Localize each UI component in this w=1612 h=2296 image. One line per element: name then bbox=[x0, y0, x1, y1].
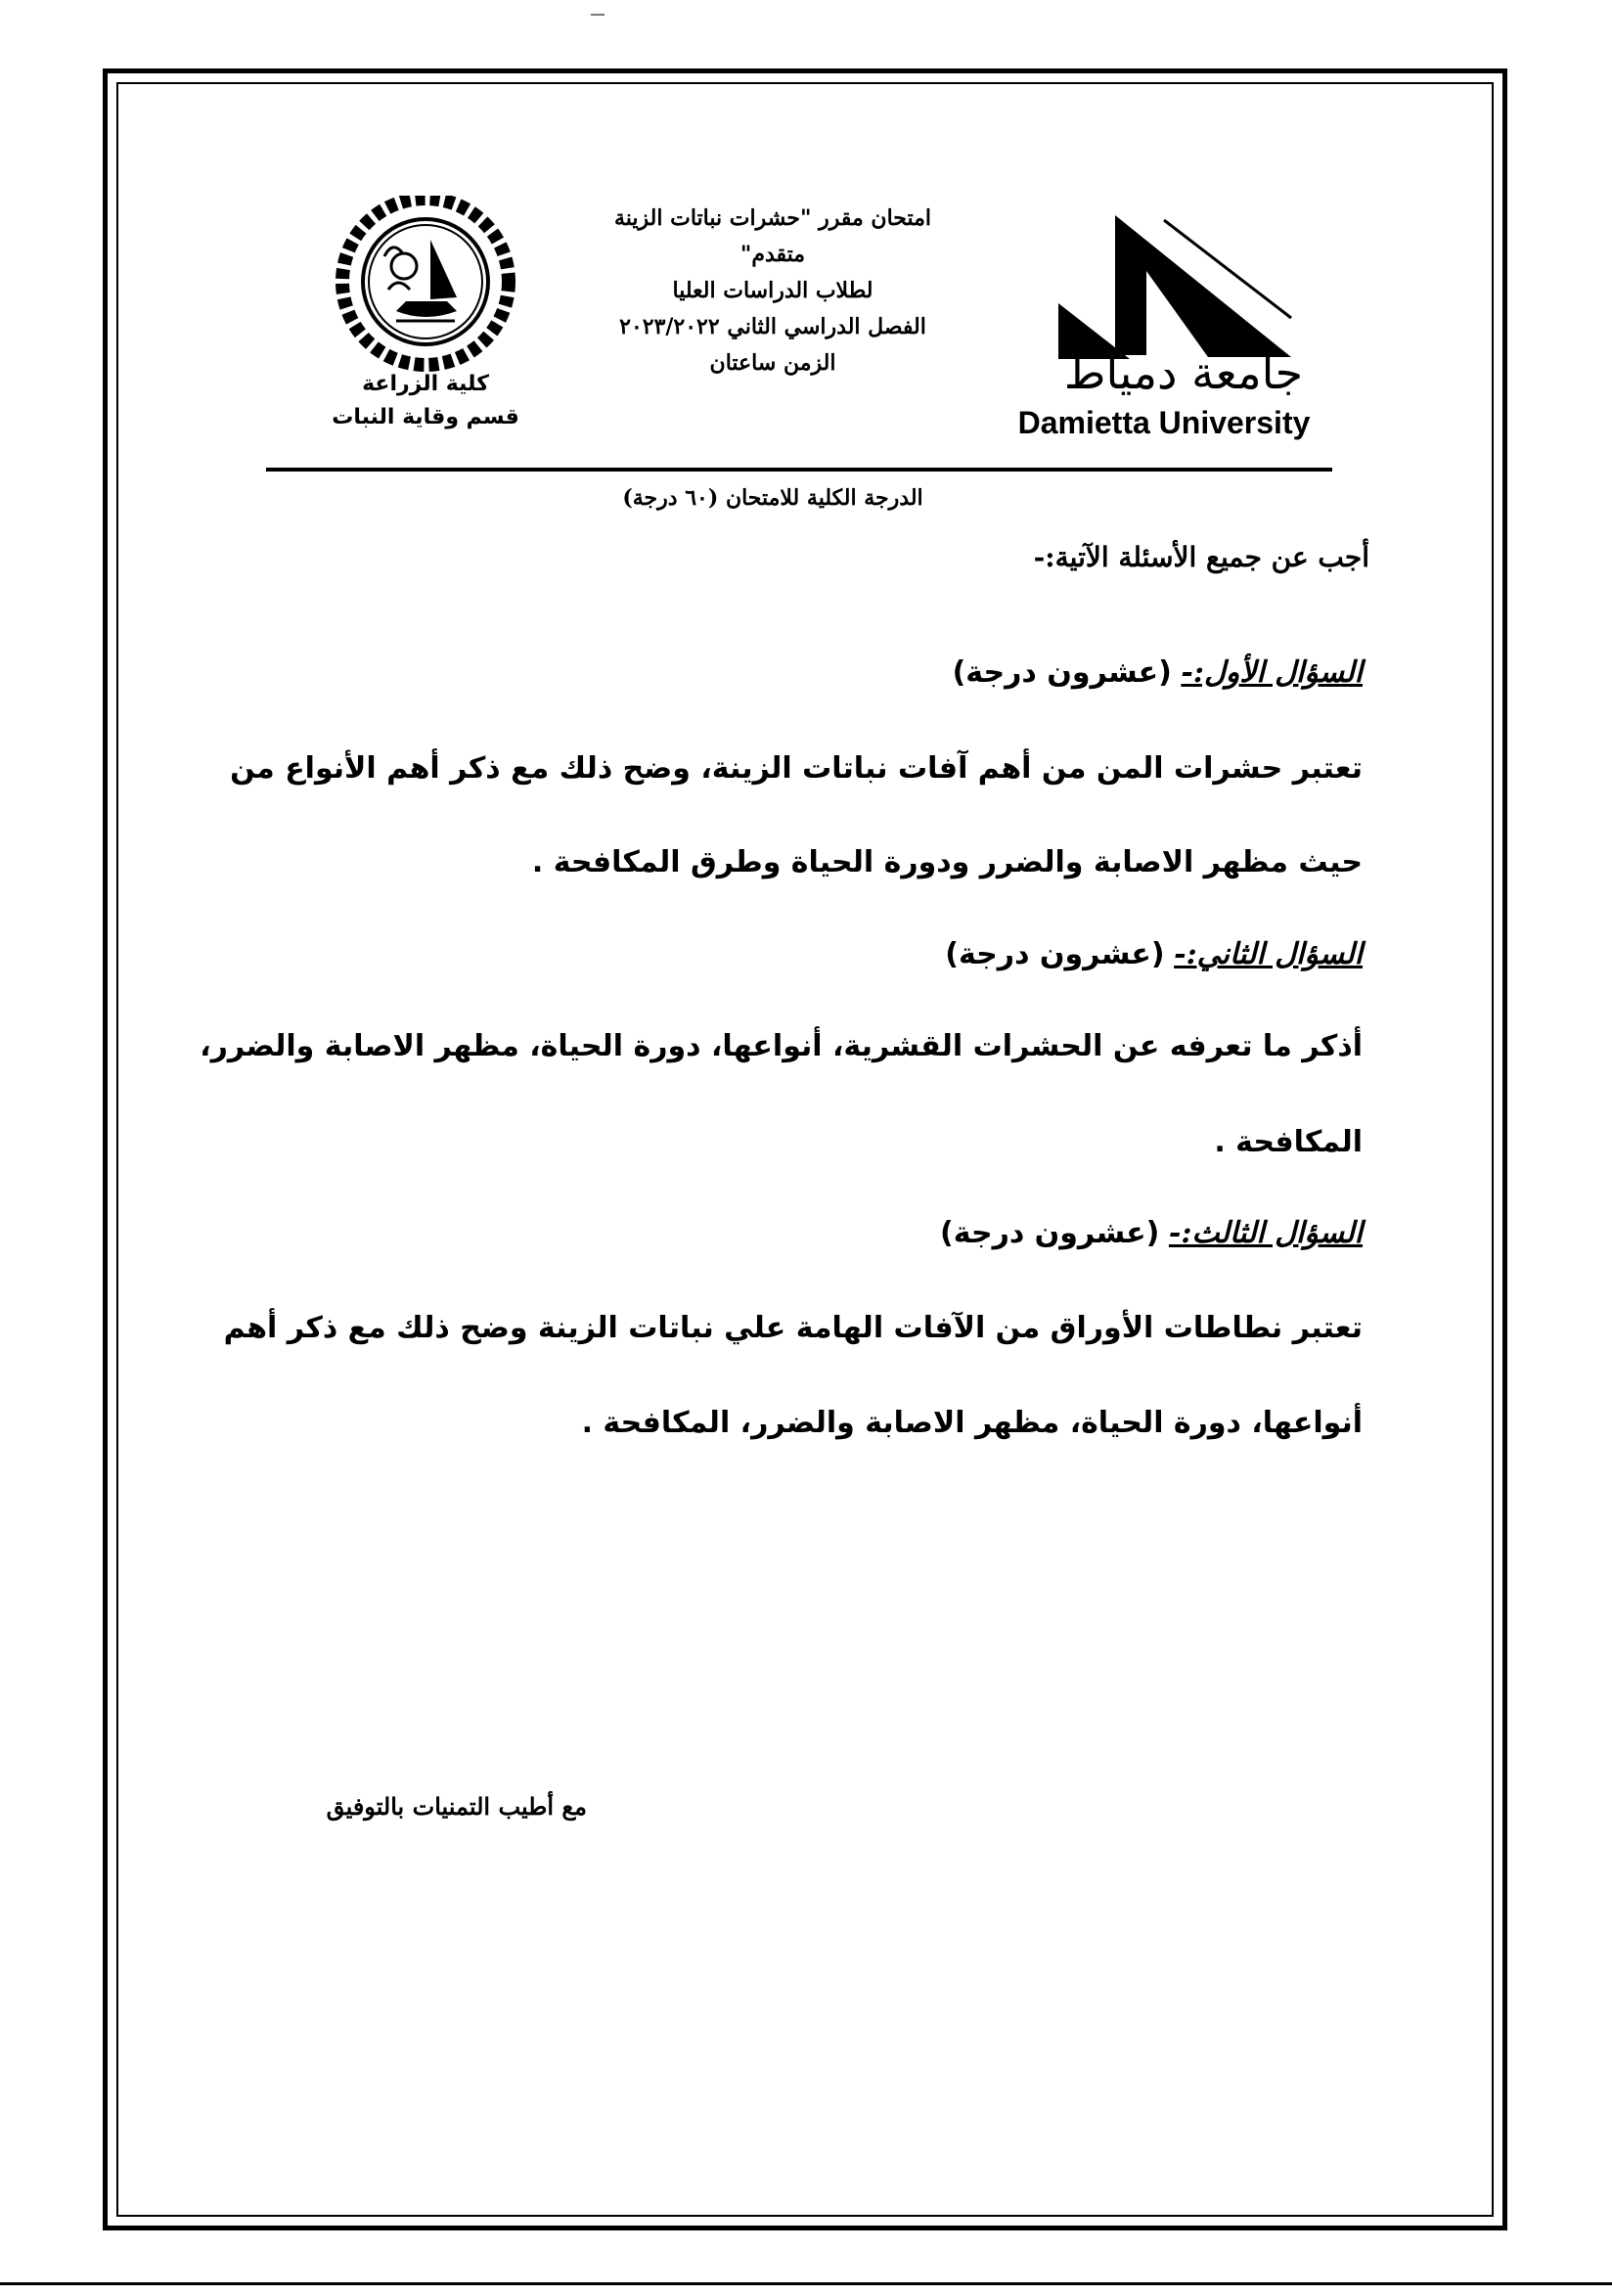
university-logo bbox=[1008, 210, 1321, 445]
exam-course: امتحان مقرر "حشرات نباتات الزينة bbox=[613, 205, 932, 231]
question-1-heading bbox=[489, 655, 1363, 690]
department-name: قسم وقاية النبات bbox=[332, 405, 519, 429]
question-2-points: (عشرون درجة) bbox=[945, 937, 1165, 971]
closing-wish: مع أطيب التمنيات بالتوفيق bbox=[326, 1792, 587, 1821]
question-2-line-2: المكافحة . bbox=[1214, 1125, 1363, 1159]
exam-semester: الفصل الدراسي الثاني ٢٠٢٣/٢٠٢٢ bbox=[619, 314, 926, 339]
page-bottom-line bbox=[0, 2282, 1612, 2285]
exam-course-level: متقدم" bbox=[739, 242, 806, 267]
instruction: أجب عن جميع الأسئلة الآتية:- bbox=[1033, 541, 1369, 573]
scan-mark bbox=[591, 14, 604, 16]
header-divider bbox=[266, 468, 1332, 472]
question-3-heading bbox=[489, 1216, 1363, 1250]
university-emblem-icon bbox=[1027, 210, 1301, 362]
university-arabic-name: جامعة دمياط bbox=[1063, 346, 1304, 399]
faculty-emblem-icon bbox=[328, 196, 523, 377]
question-3-line-2: أنواعها، دورة الحياة، مظهر الاصابة والضرر، المكافحة . bbox=[581, 1406, 1363, 1440]
question-2-line-1: أذكر ما تعرفه عن الحشرات القشرية، أنواعها، دورة الحياة، مظهر الاصابة والضرر، bbox=[200, 1029, 1363, 1063]
question-2-title: السؤال الثاني:- bbox=[1174, 937, 1363, 971]
question-1-title: السؤال الأول:- bbox=[1181, 655, 1363, 690]
exam-info bbox=[548, 201, 998, 382]
total-grade: الدرجة الكلية للامتحان (٦٠ درجة) bbox=[622, 485, 923, 511]
university-english-name: Damietta University bbox=[1017, 405, 1311, 440]
exam-duration: الزمن ساعتان bbox=[709, 350, 836, 376]
question-3-title: السؤال الثالث:- bbox=[1168, 1216, 1363, 1250]
question-1-line-1: تعتبر حشرات المن من أهم آفات نباتات الزينة، وضح ذلك مع ذكر أهم الأنواع من bbox=[230, 751, 1363, 786]
question-2-heading bbox=[489, 937, 1363, 971]
question-1-line-2: حيث مظهر الاصابة والضرر ودورة الحياة وطرق المكافحة . bbox=[531, 845, 1363, 879]
question-1-points: (عشرون درجة) bbox=[952, 655, 1172, 690]
faculty-name: كلية الزراعة bbox=[362, 372, 489, 396]
faculty-seal bbox=[313, 196, 538, 440]
question-3-line-1: تعتبر نطاطات الأوراق من الآفات الهامة علي نباتات الزينة وضح ذلك مع ذكر أهم bbox=[223, 1311, 1363, 1345]
exam-audience: لطلاب الدراسات العليا bbox=[672, 278, 873, 303]
question-3-points: (عشرون درجة) bbox=[940, 1216, 1160, 1250]
